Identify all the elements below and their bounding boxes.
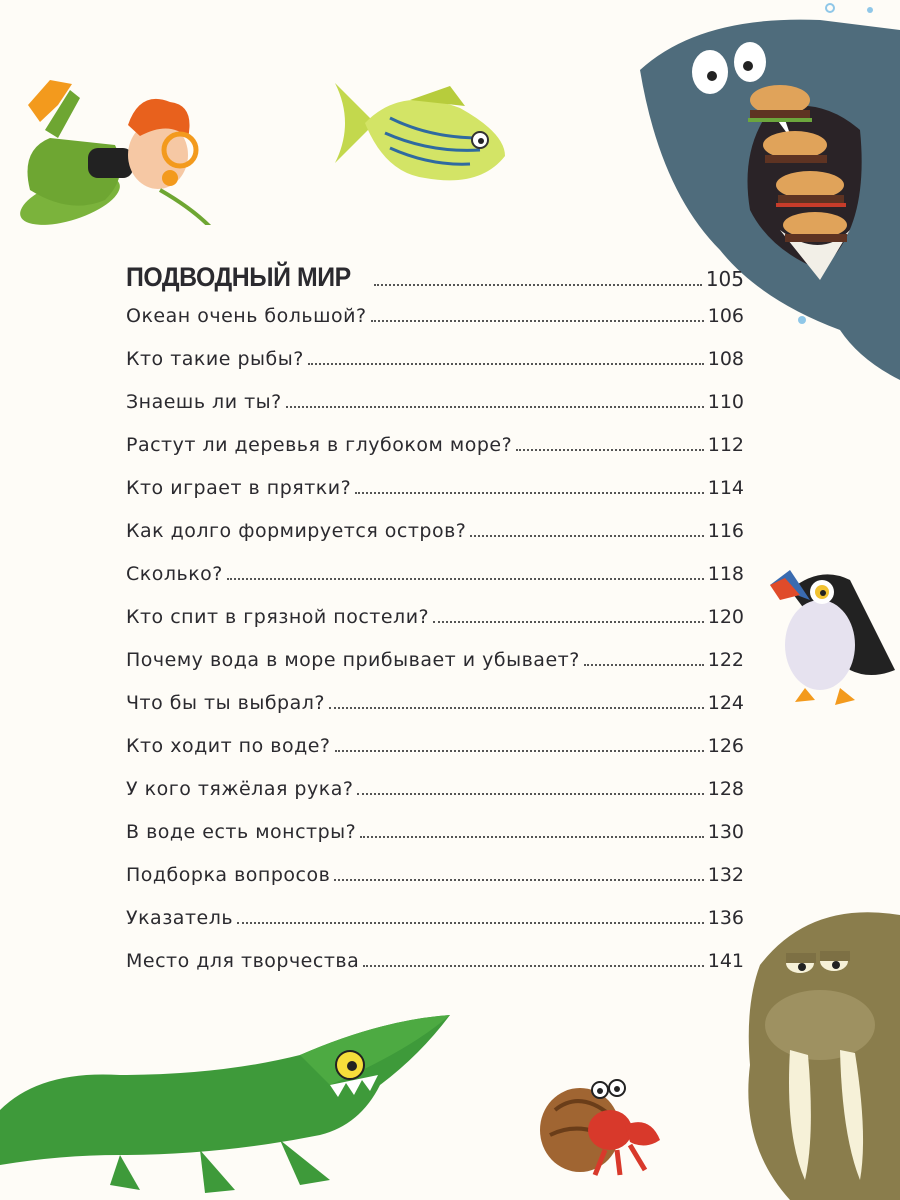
entry-page-number: 128 xyxy=(707,778,744,800)
toc-entry[interactable] xyxy=(126,563,744,606)
dot-leader xyxy=(335,750,704,752)
entry-page-number: 124 xyxy=(707,692,744,714)
toc-entry[interactable] xyxy=(126,649,744,692)
toc-entry[interactable] xyxy=(126,391,744,434)
entry-title: Как долго формируется остров? xyxy=(126,520,467,542)
toc-entry[interactable] xyxy=(126,520,744,563)
toc-entry[interactable] xyxy=(126,778,744,821)
entry-page-number: 136 xyxy=(707,907,744,929)
entry-title: Что бы ты выбрал? xyxy=(126,692,325,714)
walrus-illustration xyxy=(730,905,900,1200)
entry-page-number: 132 xyxy=(707,864,744,886)
entry-page-number: 110 xyxy=(707,391,744,413)
entry-page-number: 114 xyxy=(707,477,744,499)
entry-page-number: 112 xyxy=(707,434,744,456)
dot-leader xyxy=(286,406,704,408)
entry-page-number: 106 xyxy=(707,305,744,327)
toc-entry[interactable] xyxy=(126,477,744,520)
dot-leader xyxy=(470,535,703,537)
toc-entry[interactable] xyxy=(126,305,744,348)
entry-title: Кто спит в грязной постели? xyxy=(126,606,430,628)
dot-leader xyxy=(227,578,704,580)
entry-title: Океан очень большой? xyxy=(126,305,367,327)
entry-page-number: 130 xyxy=(707,821,744,843)
entry-title: Знаешь ли ты? xyxy=(126,391,282,413)
entry-page-number: 118 xyxy=(707,563,744,585)
entry-title: Почему вода в море прибывает и убывает? xyxy=(126,649,580,671)
dot-leader xyxy=(357,793,703,795)
entry-title: Указатель xyxy=(126,907,234,929)
dot-leader xyxy=(584,664,704,666)
dot-leader xyxy=(355,492,704,494)
diver-illustration xyxy=(10,50,230,225)
toc-entry[interactable] xyxy=(126,348,744,391)
section-page-number: 105 xyxy=(705,267,744,291)
dot-leader xyxy=(334,879,703,881)
entry-page-number: 141 xyxy=(707,950,744,972)
entry-title: Место для творчества xyxy=(126,950,360,972)
toc-entry[interactable] xyxy=(126,821,744,864)
toc-entry[interactable] xyxy=(126,735,744,778)
entry-title: Сколько? xyxy=(126,563,223,585)
entry-page-number: 122 xyxy=(707,649,744,671)
dot-leader xyxy=(374,284,702,286)
entry-page-number: 120 xyxy=(707,606,744,628)
dot-leader xyxy=(360,836,703,838)
dot-leader xyxy=(363,965,704,967)
toc-entry[interactable] xyxy=(126,692,744,735)
puffin-illustration xyxy=(760,560,900,710)
dot-leader xyxy=(237,922,704,924)
toc-section-heading[interactable] xyxy=(126,262,744,305)
crocodile-illustration xyxy=(0,1015,455,1200)
dot-leader xyxy=(516,449,704,451)
entry-title: Кто такие рыбы? xyxy=(126,348,304,370)
entry-title: Кто играет в прятки? xyxy=(126,477,352,499)
dot-leader xyxy=(433,621,704,623)
entry-title: У кого тяжёлая рука? xyxy=(126,778,354,800)
toc-entry[interactable] xyxy=(126,434,744,477)
toc-entry[interactable] xyxy=(126,907,744,950)
fish-illustration xyxy=(330,78,515,203)
entry-page-number: 116 xyxy=(707,520,744,542)
table-of-contents xyxy=(126,262,744,993)
entry-title: Подборка вопросов xyxy=(126,864,331,886)
section-title: ПОДВОДНЫЙ МИР xyxy=(126,262,351,292)
toc-entry[interactable] xyxy=(126,606,744,649)
dot-leader xyxy=(308,363,704,365)
entry-title: Кто ходит по воде? xyxy=(126,735,331,757)
hermit-crab-illustration xyxy=(535,1070,670,1180)
entry-page-number: 108 xyxy=(707,348,744,370)
entry-title: Растут ли деревья в глубоком море? xyxy=(126,434,513,456)
entry-title: В воде есть монстры? xyxy=(126,821,357,843)
dot-leader xyxy=(371,320,704,322)
entry-page-number: 126 xyxy=(707,735,744,757)
dot-leader xyxy=(329,707,704,709)
toc-entry[interactable] xyxy=(126,950,744,993)
toc-entry[interactable] xyxy=(126,864,744,907)
